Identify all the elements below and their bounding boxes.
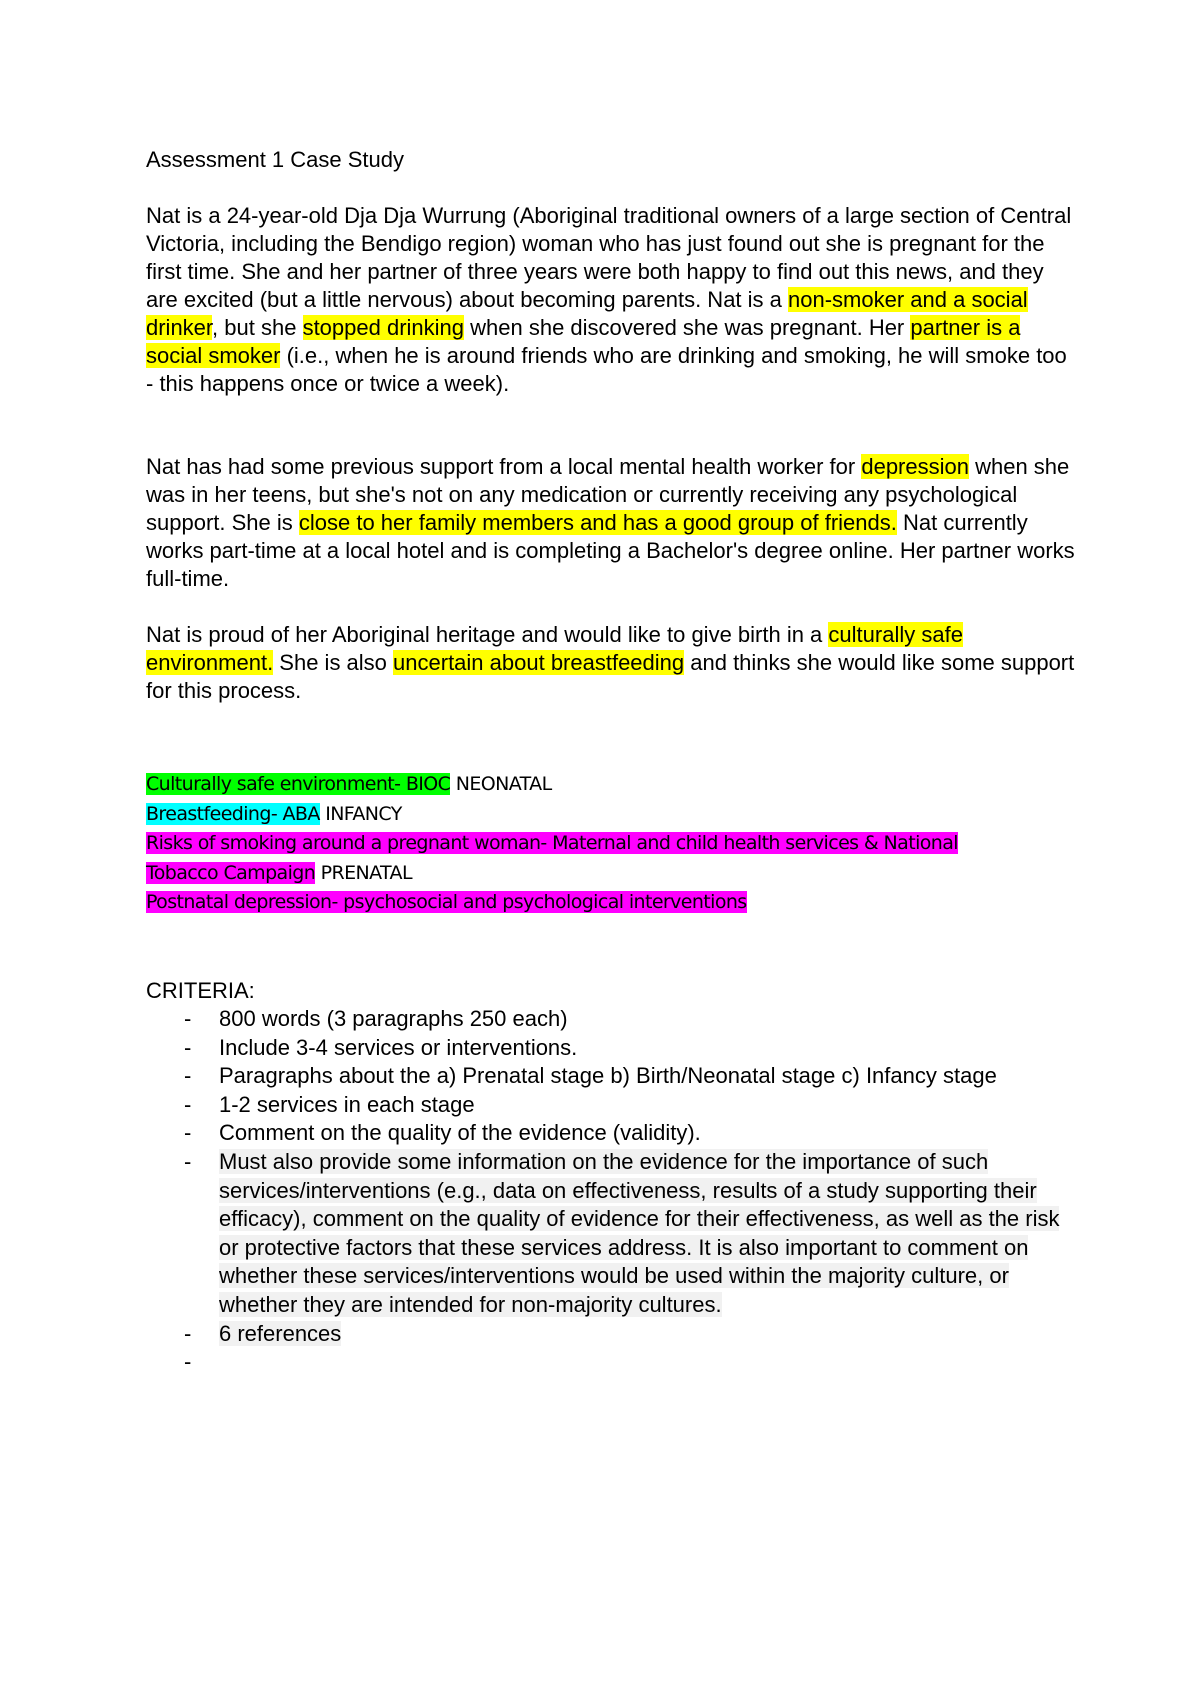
paragraph-text <box>146 453 1076 593</box>
bullet-dash: - <box>184 1034 192 1060</box>
run-text: She is also <box>273 650 394 675</box>
case-paragraph-3 <box>146 621 1076 705</box>
note-text: INFANCY <box>319 802 402 825</box>
criteria-text: Paragraphs about the a) Prenatal stage b) Birth/Neonatal stage c) Infancy stage <box>219 1063 997 1089</box>
note-line <box>146 770 1046 800</box>
paragraph-text <box>146 202 1076 398</box>
criteria-items <box>146 1005 1076 1375</box>
note-line <box>146 800 1046 830</box>
bullet-dash: - <box>184 1091 192 1117</box>
criteria-text: Must also provide some information on the evidence for the importance of such services/interventions (e.g., data on effectiveness, results of a study supporting their efficacy), comment on the quality of evidence for their effectiveness, as well as the risk or protective factors that these services address. It is also important to comment on whether these services/interventions would be used within the majority culture, or whether they are intended for non-majority cultures. <box>219 1148 1060 1317</box>
criteria-item <box>146 1005 1076 1034</box>
criteria-text: 800 words (3 paragraphs 250 each) <box>219 1006 568 1031</box>
run-highlight: depression <box>861 454 969 479</box>
run-text: Nat is a 24-year-old Dja Dja Wurrung (Aboriginal traditional owners of a large section of Central Victoria, including the Bendigo region) woman who has just found out she is pregnant for the first time. She and her partner of three years were both happy to find out this news, and they are excited (but a little nervous) about becoming parents. Nat is a <box>146 203 1072 312</box>
bullet-dash: - <box>184 1006 192 1031</box>
criteria-item <box>146 1062 1076 1091</box>
criteria-item <box>146 1091 1076 1120</box>
note-highlight: Risks of smoking around a pregnant woman- Maternal and child health services & National <box>146 832 958 854</box>
case-paragraph-1 <box>146 202 1076 398</box>
document-title: Assessment 1 Case Study <box>146 147 405 172</box>
criteria-list <box>146 1005 1076 1375</box>
criteria-item <box>146 1148 1076 1320</box>
bullet-dash: - <box>184 1120 192 1146</box>
note-line <box>146 888 1046 918</box>
run-text: (i.e., when he is around friends who are drinking and smoking, he will smoke too - this happens once or twice a week). <box>146 343 1067 396</box>
note-line <box>146 859 1046 889</box>
criteria-item <box>146 1034 1076 1063</box>
run-text: when she discovered she was pregnant. Her <box>464 315 911 340</box>
run-highlight: stopped drinking <box>302 315 465 340</box>
criteria-text: Comment on the quality of the evidence (validity). <box>219 1120 701 1146</box>
run-highlight: non-smoker and a social drinker <box>146 287 1028 340</box>
criteria-text: 1-2 services in each stage <box>219 1091 475 1117</box>
run-text: Nat currently works part-time at a local hotel and is completing a Bachelor's degree online. Her partner works full-time. <box>146 510 1075 591</box>
criteria-item <box>146 1320 1076 1349</box>
note-highlight: Breastfeeding- ABA <box>146 802 320 825</box>
run-text: Nat has had some previous support from a local mental health worker for <box>146 454 862 479</box>
highlighted-notes <box>146 770 1046 918</box>
run-text: when she was in her teens, but she's not on any medication or currently receiving any psychological support. She is <box>146 454 1070 535</box>
bullet-dash: - <box>184 1320 192 1346</box>
run-highlight: culturally safe environment. <box>146 622 963 675</box>
case-paragraph-2 <box>146 453 1076 593</box>
note-highlight: Postnatal depression- psychosocial and psychological interventions <box>146 891 747 913</box>
paragraph-text <box>146 621 1076 705</box>
criteria-text: Include 3-4 services or interventions. <box>219 1034 578 1060</box>
run-text: , but she <box>212 315 303 340</box>
bullet-dash: - <box>184 1148 192 1174</box>
bullet-dash: - <box>184 1349 192 1375</box>
note-highlight: Culturally safe environment- BIOC <box>146 773 451 795</box>
run-text: Nat is proud of her Aboriginal heritage and would like to give birth in a <box>146 622 829 647</box>
note-text: PRENATAL <box>315 861 412 884</box>
run-highlight: close to her family members and has a good group of friends. <box>298 510 897 535</box>
bullet-dash: - <box>184 1063 192 1089</box>
run-text: and thinks she would like some support for this process. <box>146 650 1075 703</box>
criteria-text: 6 references <box>219 1320 342 1346</box>
note-highlight: Tobacco Campaign <box>146 861 316 884</box>
note-line <box>146 829 1046 859</box>
note-text: NEONATAL <box>450 773 552 795</box>
run-highlight: uncertain about breastfeeding <box>393 650 685 675</box>
criteria-item <box>146 1119 1076 1148</box>
criteria-heading: CRITERIA: <box>146 978 255 1003</box>
run-highlight: partner is a social smoker <box>146 315 1021 368</box>
